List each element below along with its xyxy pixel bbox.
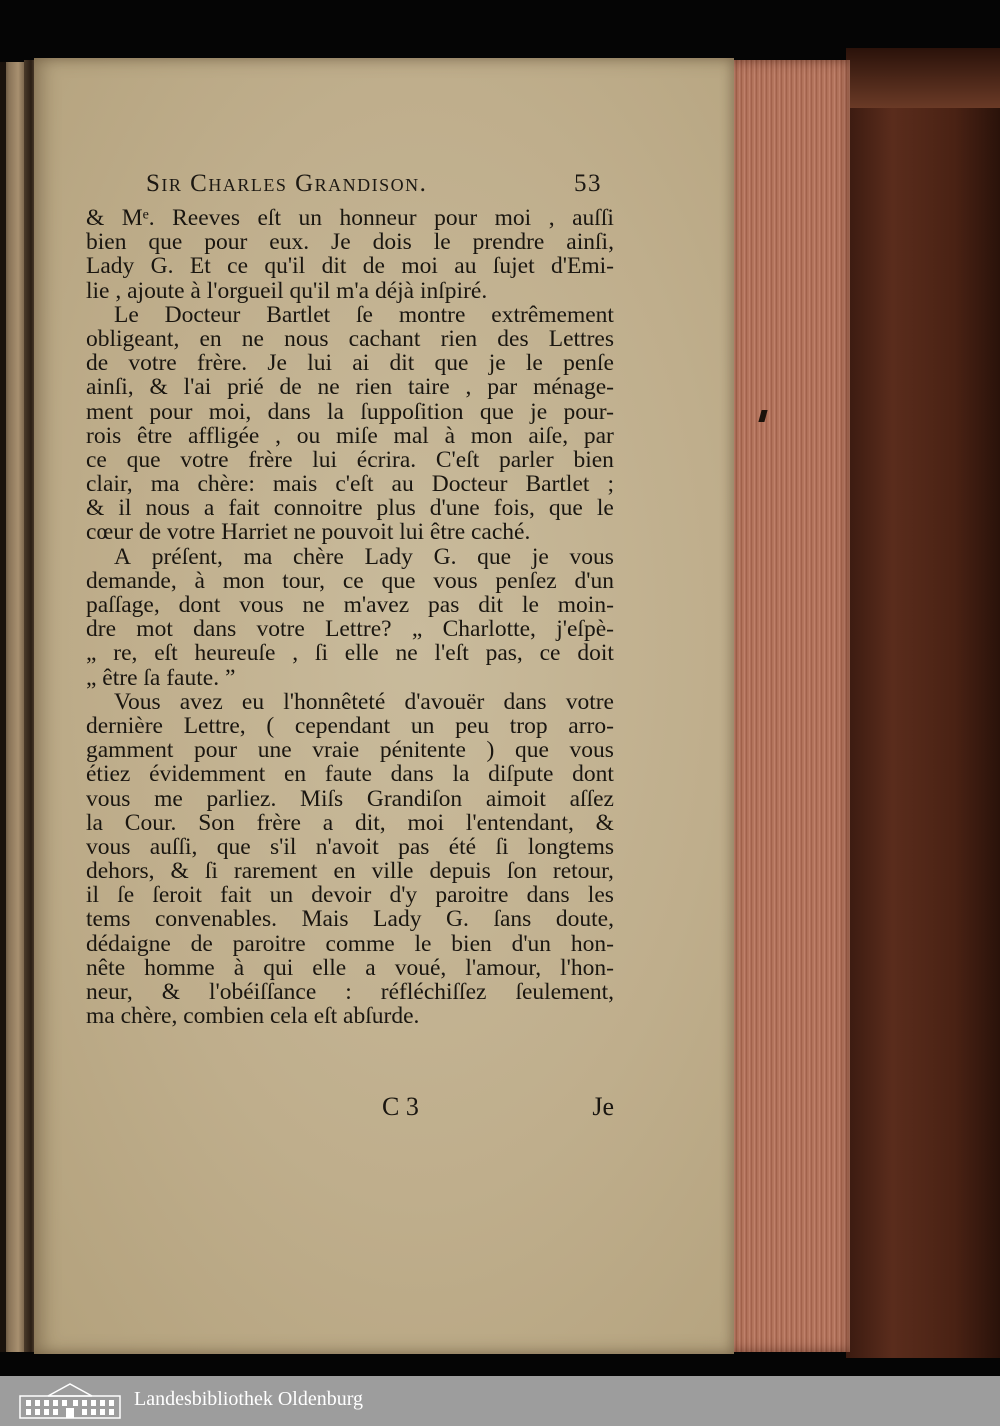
text-line: dédaigne de paroitre comme le bien d'un hon- — [86, 931, 614, 956]
text-line: vous me parliez. Miſs Grandiſon aimoit aſſez — [86, 786, 614, 811]
left-page-edge — [0, 62, 26, 1352]
running-head-title: Sir Charles Grandison. — [146, 170, 428, 197]
text-line: paſſage, dont vous ne m'avez pas dit le moin- — [86, 593, 614, 618]
text-line: & il nous a fait connoitre plus d'une fois, que le — [86, 496, 614, 521]
library-building-logo-icon — [18, 1382, 122, 1420]
text-line: dernière Lettre, ( cependant un peu trop arro- — [86, 713, 614, 739]
signature-mark: C 3 — [382, 1092, 419, 1121]
text-line: lie , ajoute à l'orgueil qu'il m'a déjà inſpiré. — [86, 278, 488, 303]
library-name: Landesbibliothek Oldenburg — [134, 1388, 364, 1410]
text-line: la Cour. Son frère a dit, moi l'entendant, & — [86, 810, 614, 835]
text-line: „ re, eſt heureuſe , ſi elle ne l'eſt pas, ce doit — [86, 641, 614, 666]
text-line: étiez évidemment en faute dans la diſpute dont — [86, 762, 614, 787]
text-line: gamment pour une vraie pénitente ) que vous — [86, 738, 614, 763]
text-line: A préſent, ma chère Lady G. que je vous — [114, 544, 614, 569]
text-line: dehors, & ſi rarement en ville depuis ſon retour, — [86, 859, 614, 884]
book-cover — [846, 48, 1000, 1358]
text-line: ment pour moi, dans la ſuppoſition que je pour- — [86, 399, 614, 424]
running-head — [146, 170, 602, 204]
text-line: cœur de votre Harriet ne pouvoit lui être caché. — [86, 520, 531, 545]
page-edges — [728, 60, 850, 1352]
text-line: ainſi, & l'ai prié de ne rien taire , par ménage- — [86, 375, 614, 400]
text-line: vous auſſi, que s'il n'avoit pas été ſi longtems — [86, 834, 614, 860]
text-line: ce que votre frère lui écrira. C'eſt parler bien — [86, 447, 614, 473]
text-line: il ſe ſeroit fait un devoir d'y paroitre dans les — [86, 883, 614, 908]
text-line: „ être ſa faute. ” — [86, 665, 236, 690]
text-line: bien que pour eux. Je dois le prendre ainſi, — [86, 230, 614, 255]
library-footer-bar — [0, 1376, 1000, 1426]
text-line: ma chère, combien cela eſt abſurde. — [86, 1004, 420, 1029]
text-line: tems convenables. Mais Lady G. ſans doute, — [86, 907, 614, 932]
text-line: & Mᵉ. Reeves eſt un honneur pour moi , auſſi — [86, 206, 614, 231]
text-line: rois être affligée , ou miſe mal à mon aiſe, par — [86, 423, 614, 448]
text-line: nête homme à qui elle a voué, l'amour, l'hon- — [86, 955, 614, 980]
text-line: Lady G. Et ce qu'il dit de moi au ſujet d'Emi- — [86, 254, 614, 279]
body-text — [86, 206, 614, 1028]
text-line: dre mot dans votre Lettre? „ Charlotte, j'eſpè- — [86, 617, 614, 642]
text-line: neur, & l'obéiſſance : réfléchiſſez ſeulement, — [86, 980, 614, 1005]
page-footer-marks — [86, 1092, 614, 1128]
text-line: clair, ma chère: mais c'eſt au Docteur Bartlet ; — [86, 472, 614, 497]
page-number: 53 — [574, 170, 602, 197]
text-line: obligeant, en ne nous cachant rien des Lettres — [86, 326, 614, 352]
text-line: de votre frère. Je lui ai dit que je le penſe — [86, 351, 614, 376]
catchword: Je — [592, 1092, 614, 1121]
text-line: Vous avez eu l'honnêteté d'avouër dans votre — [114, 689, 614, 714]
text-line: demande, à mon tour, ce que vous penſez d'un — [86, 568, 614, 593]
text-line: Le Docteur Bartlet ſe montre extrêmement — [114, 302, 614, 327]
